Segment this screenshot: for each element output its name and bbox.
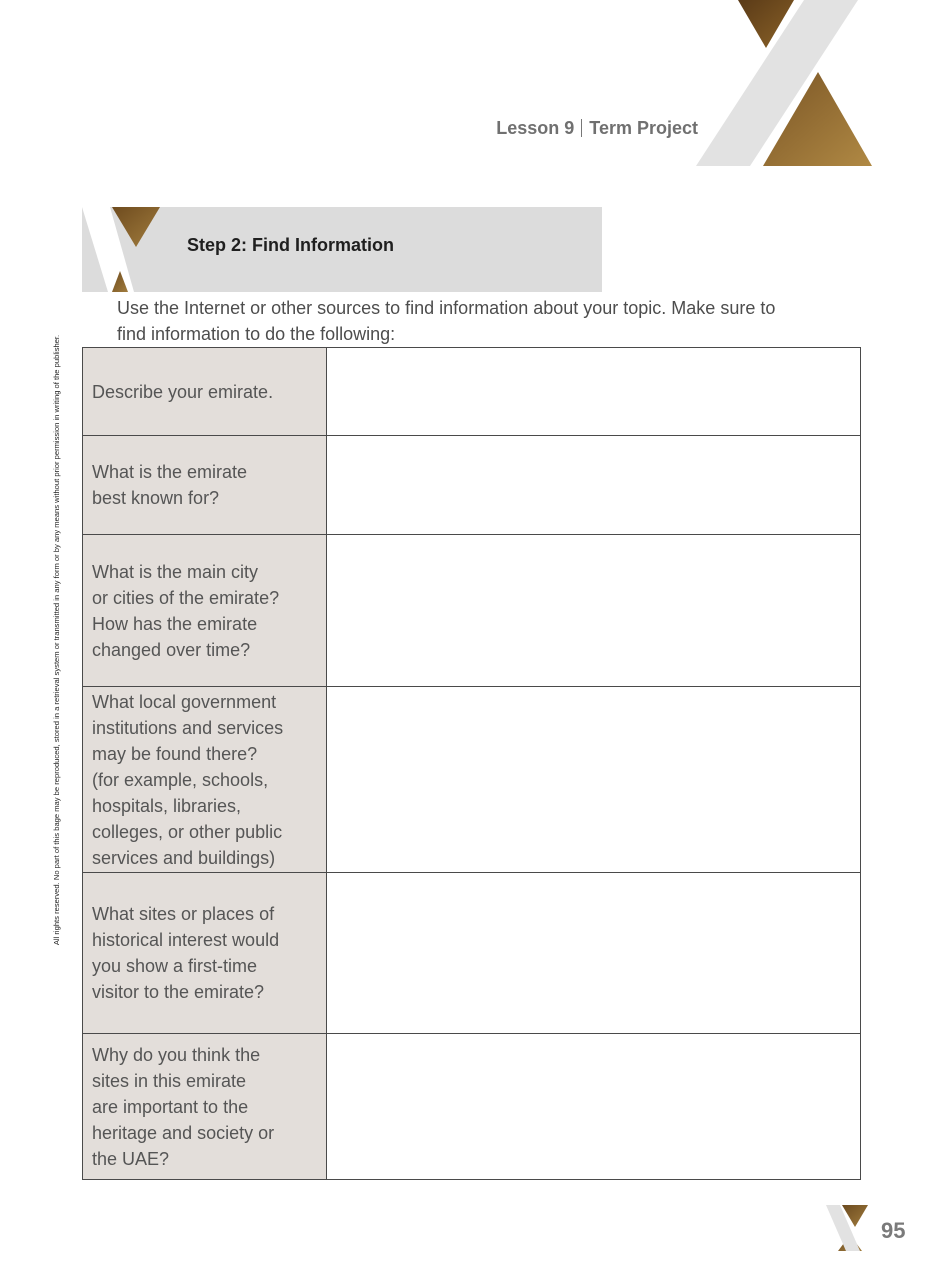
question-line: What local government bbox=[92, 691, 277, 712]
question-line: you show a first-time bbox=[92, 956, 258, 976]
question-line: heritage and society or bbox=[92, 1122, 275, 1143]
intro-line: find information to do the following: bbox=[117, 324, 396, 344]
question-line: services and buildings) bbox=[92, 847, 276, 868]
question-line: are important to the bbox=[92, 1096, 249, 1117]
answer-cell[interactable] bbox=[327, 348, 861, 436]
intro-text bbox=[117, 295, 857, 347]
question-line: the UAE? bbox=[92, 1148, 170, 1169]
table-row bbox=[83, 1034, 861, 1180]
question-line: What is the main city bbox=[92, 561, 259, 582]
question-line: What is the emirate bbox=[92, 462, 248, 482]
lesson-header bbox=[496, 118, 698, 139]
page-corner-logo bbox=[826, 1205, 870, 1251]
question-line: Why do you think the bbox=[92, 1044, 261, 1065]
question-cell bbox=[83, 687, 327, 873]
answer-cell[interactable] bbox=[327, 535, 861, 687]
question-line: may be found there? bbox=[92, 743, 258, 764]
question-line: What sites or places of bbox=[92, 904, 275, 924]
question-cell bbox=[83, 348, 327, 436]
question-line: Describe your emirate. bbox=[92, 381, 274, 402]
answer-cell[interactable] bbox=[327, 873, 861, 1034]
question-cell bbox=[83, 436, 327, 535]
question-line: hospitals, libraries, bbox=[92, 795, 242, 816]
lesson-title: Term Project bbox=[589, 118, 698, 138]
lesson-label: Lesson 9 bbox=[496, 118, 575, 138]
question-line: colleges, or other public bbox=[92, 821, 283, 842]
corner-decoration bbox=[690, 0, 880, 170]
question-line: or cities of the emirate? bbox=[92, 587, 280, 608]
question-cell bbox=[83, 1034, 327, 1180]
question-cell bbox=[83, 535, 327, 687]
question-line: How has the emirate bbox=[92, 613, 258, 634]
answer-cell[interactable] bbox=[327, 1034, 861, 1180]
table-row bbox=[83, 687, 861, 873]
table-row bbox=[83, 873, 861, 1034]
question-line: sites in this emirate bbox=[92, 1070, 247, 1091]
information-table bbox=[82, 347, 861, 1180]
question-line: historical interest would bbox=[92, 930, 280, 950]
question-line: institutions and services bbox=[92, 717, 284, 738]
table-row bbox=[83, 348, 861, 436]
intro-line: Use the Internet or other sources to find information about your topic. Make sure to bbox=[117, 298, 776, 318]
question-line: (for example, schools, bbox=[92, 769, 269, 790]
header-divider bbox=[581, 119, 582, 137]
question-line: changed over time? bbox=[92, 639, 251, 660]
table-row bbox=[83, 436, 861, 535]
page-number: 95 bbox=[881, 1218, 906, 1243]
answer-cell[interactable] bbox=[327, 687, 861, 873]
question-cell bbox=[83, 873, 327, 1034]
table-row bbox=[83, 535, 861, 687]
copyright-note: All rights reserved. No part of this bage may be reproduced, stored in a retrieval system or transmitted in any form or by any means without prior permission in writing of the publisher. bbox=[52, 334, 61, 946]
question-line: best known for? bbox=[92, 488, 220, 508]
answer-cell[interactable] bbox=[327, 436, 861, 535]
question-line: visitor to the emirate? bbox=[92, 982, 265, 1002]
step-title: Step 2: Find Information bbox=[187, 235, 394, 255]
